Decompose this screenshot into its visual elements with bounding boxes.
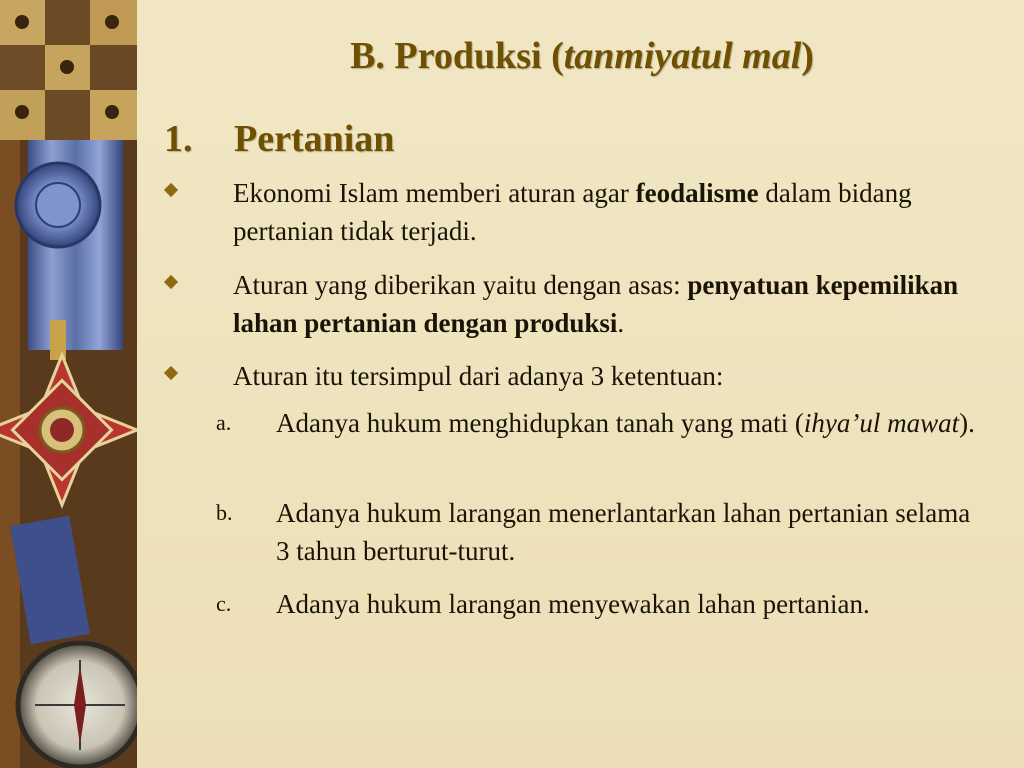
bullet-bold-text: penyatuan kepemilikan lahan pertanian dengan produksi [233,270,959,338]
medal-collage-image [0,0,137,768]
slide-title [70,34,1024,78]
section-heading [164,117,394,161]
sub-item [276,404,976,442]
title-suffix: ) [801,35,814,77]
sub-item-italic-text: ihya’ul mawat [803,408,960,438]
sub-item [276,585,976,623]
sub-item-marker: c. [216,591,232,616]
bullet-text: Ekonomi Islam memberi aturan agar [233,178,636,208]
sub-item-marker: a. [216,410,232,435]
section-number: 1. [164,118,193,160]
title-italic: tanmiyatul mal [563,35,802,77]
sub-item-text: Adanya hukum menghidupkan tanah yang mati ( [276,408,804,438]
section-heading-text: Pertanian [234,118,395,160]
bullet-item [233,357,993,395]
sub-item-text: Adanya hukum larangan menerlantarkan lahan pertanian selama 3 tahun berturut-turut. [276,498,971,566]
bullet-text: . [617,308,625,338]
bullet-item [233,266,993,342]
bullet-item [233,174,993,250]
bullet-text: Aturan yang diberikan yaitu dengan asas: [233,270,688,300]
bullet-bold-text: feodalisme [635,178,759,208]
sub-item-text: Adanya hukum larangan menyewakan lahan pertanian. [276,589,870,619]
diamond-bullet-icon [164,183,178,197]
bullet-text: Aturan itu tersimpul dari adanya 3 ketentuan: [233,361,724,391]
sub-item-text: ). [959,408,975,438]
bullet-text: dalam bidang pertanian tidak terjadi. [233,178,912,246]
sub-item-marker: b. [216,500,233,525]
diamond-bullet-icon [164,275,178,289]
diamond-bullet-icon [164,366,178,380]
sub-item [276,494,976,570]
title-prefix: B. Produksi ( [350,35,564,77]
